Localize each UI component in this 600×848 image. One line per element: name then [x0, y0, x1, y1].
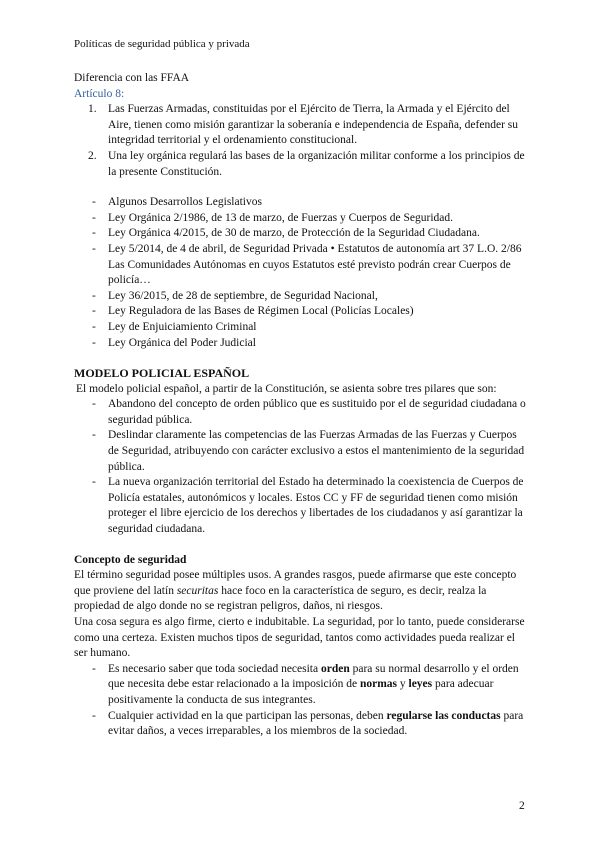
list-item: - Ley 5/2014, de 4 de abril, de Seguridad Privada • Estatutos de autonomía art 37 L.O. 2/86 Las Comunidades Autónomas en cuyos Estatutos esté previsto podrán crear Cuerpos de policía… [74, 242, 530, 289]
section-heading-ffaa: Diferencia con las FFAA [74, 72, 190, 84]
page-number: 2 [519, 800, 525, 812]
list-item: - Ley Orgánica del Poder Judicial [74, 336, 530, 352]
list-item: - Ley 36/2015, de 28 de septiembre, de Seguridad Nacional, [74, 289, 530, 305]
legislation-list [74, 195, 530, 351]
item-text: Una ley orgánica regulará las bases de la organización militar conforme a los principios de la presente Constitución. [108, 149, 525, 178]
list-item: - Ley Reguladora de las Bases de Régimen Local (Policías Locales) [74, 304, 530, 320]
modelo-list [74, 397, 530, 537]
modelo-intro: El modelo policial español, a partir de la Constitución, se asienta sobre tres pilares que son: [76, 382, 497, 395]
list-item: - Ley de Enjuiciamiento Criminal [74, 320, 530, 336]
concepto-paragraph-2: Una cosa segura es algo firme, cierto e indubitable. La seguridad, por lo tanto, puede considerarse como una certeza. Existen muchos tipos de seguridad, tantos como actividades pueda realizar el ser humano. [74, 616, 525, 660]
list-item: - Deslindar claramente las competencias de las Fuerzas Armadas de las Fuerzas y Cuerpos de Seguridad, atribuyendo con carácter exclusivo a estos el mantenimiento de la seguridad pública. [74, 428, 530, 475]
document-body [74, 71, 530, 740]
item-number: 1. [88, 103, 97, 116]
concepto-paragraph-1: El término seguridad posee múltiples usos. A grandes rasgos, puede afirmarse que este concepto que proviene del latín securitas hace foco en la característica de seguro, es decir, realza la propiedad de algo donde no se registran peligros, daños, ni riesgos. [74, 569, 517, 613]
concepto-title: Concepto de seguridad [74, 553, 187, 566]
item-number: 2. [88, 149, 97, 162]
modelo-title: MODELO POLICIAL ESPAÑOL [74, 366, 250, 381]
concepto-list [74, 662, 530, 740]
list-item: - Ley Orgánica 2/1986, de 13 de marzo, de Fuerzas y Cuerpos de Seguridad. [74, 211, 530, 227]
article-label: Artículo 8: [74, 87, 125, 100]
list-item: - Es necesario saber que toda sociedad necesita orden para su normal desarrollo y el orden que necesita debe estar relacionado a la imposición de normas y leyes para adecuar positivamente la conducta de sus integrantes. [74, 662, 530, 709]
list-item: - Abandono del concepto de orden público que es sustituido por el de seguridad ciudadana o seguridad pública. [74, 397, 530, 428]
page-header: Políticas de seguridad pública y privada [74, 38, 250, 50]
list-item: - Ley Orgánica 4/2015, de 30 de marzo, de Protección de la Seguridad Ciudadana. [74, 226, 530, 242]
list-item: - La nueva organización territorial del Estado ha determinado la coexistencia de Cuerpos de Policía estatales, autonómicos y locales. Estos CC y FF de seguridad tienen como misión proteger el libre ejercicio de los derechos y libertades de los ciudadanos y así garantizar la seguridad ciudadana. [74, 475, 530, 537]
list-item: - Algunos Desarrollos Legislativos [74, 195, 530, 211]
article-list [74, 102, 530, 180]
list-item: - Cualquier actividad en la que participan las personas, deben regularse las conductas para evitar daños, a veces irreparables, a los miembros de la sociedad. [74, 709, 530, 740]
item-text: Las Fuerzas Armadas, constituidas por el Ejército de Tierra, la Armada y el Ejército del Aire, tienen como misión garantizar la soberanía e independencia de España, defender su integridad territorial y el ordenamiento constitucional. [108, 103, 518, 147]
list-item [74, 149, 530, 180]
list-item [74, 102, 530, 149]
